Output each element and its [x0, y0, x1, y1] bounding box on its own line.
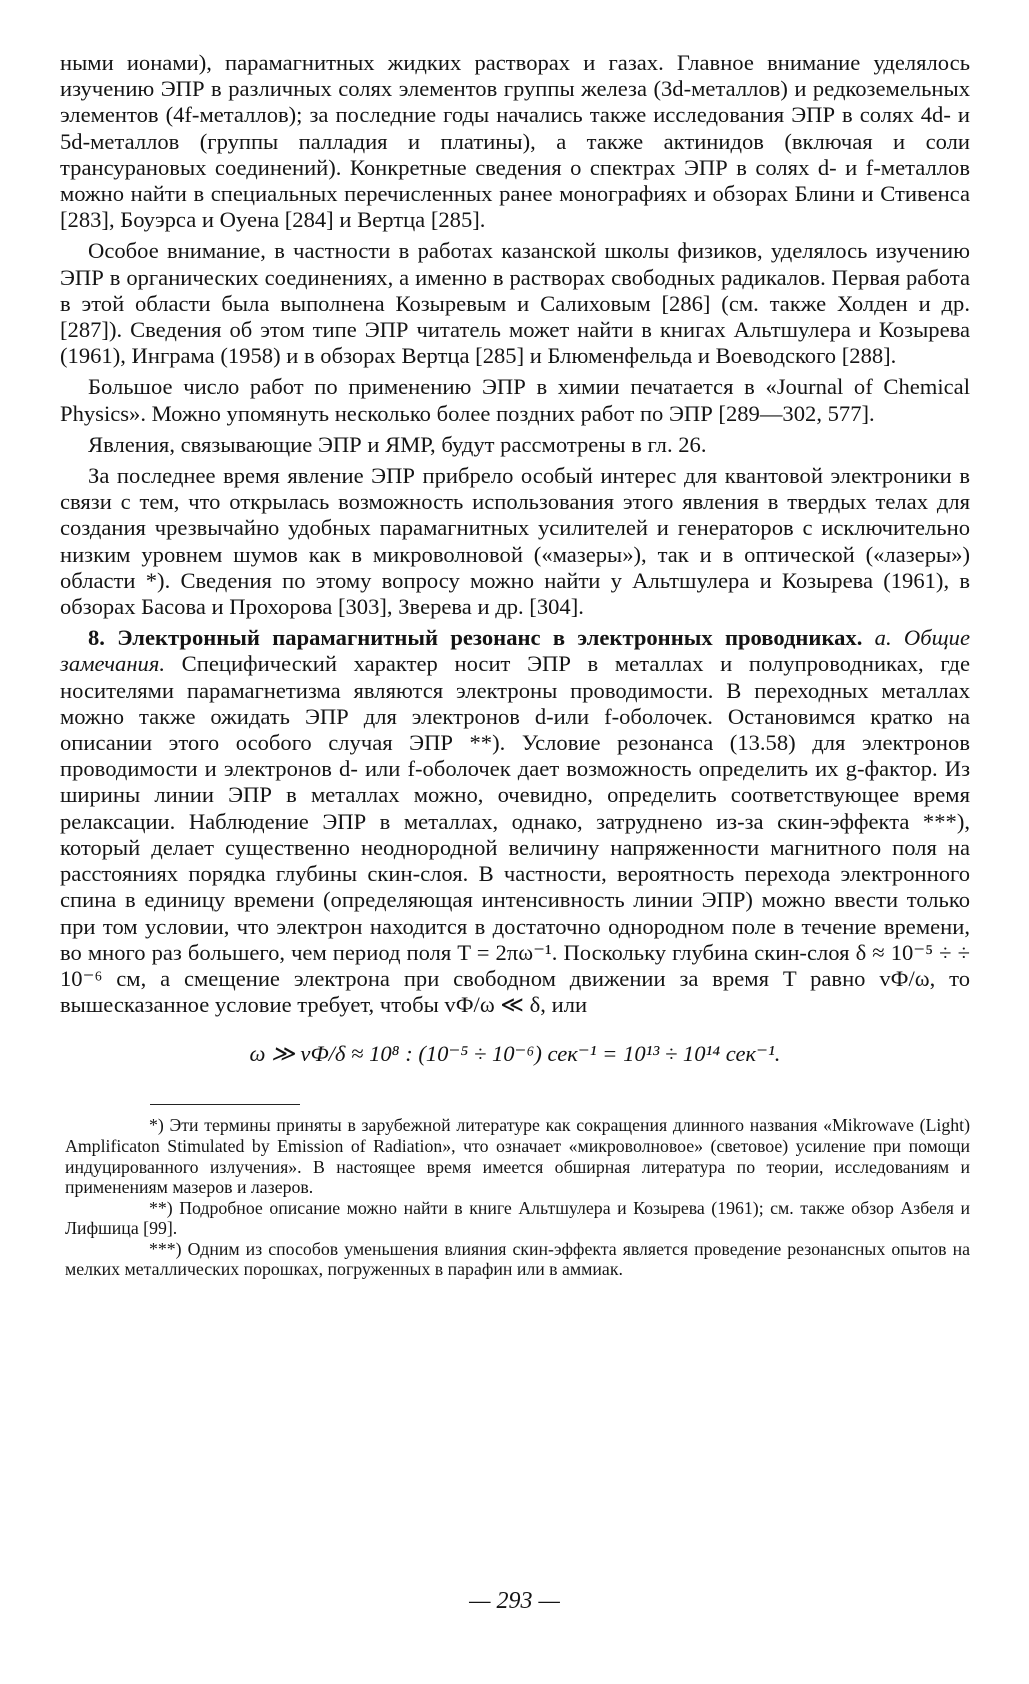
- paragraph-5: За последнее время явление ЭПР прибрело особый интерес для квантовой электроники в связи с тем, что открылась возможность использования этого явления в твердых телах для создания чрезвычайно удобных парамагнитных усилителей и генераторов с исключительно низким уровнем шумов как в микроволновой («мазеры»), так и в оптической («лазеры») области *). Сведения по этому вопросу можно найти у Альтшулера и Козырева (1961), в обзорах Басова и Прохорова [303], Зверева и др. [304].: [60, 463, 970, 620]
- paragraph-3: Большое число работ по применению ЭПР в химии печатается в «Journal of Chemical Physics». Можно упомянуть несколько более поздних работ по ЭПР [289—302, 577].: [60, 374, 970, 426]
- paragraph-1: ными ионами), парамагнитных жидких растворах и газах. Главное внимание уделялось изучению ЭПР в различных солях элементов группы железа (3d-металлов) и редкоземельных элементов (4f-металлов); за последние годы начались также исследования ЭПР в солях 4d- и 5d-металлов (группы палладия и платины), а также актинидов (включая и соли трансурановых соединений). Конкретные сведения о спектрах ЭПР в солях d- и f-металлов можно найти в специальных перечисленных ранее монографиях и обзорах Блини и Стивенса [283], Боуэрса и Оуена [284] и Вертца [285].: [60, 50, 970, 233]
- page: [60, 50, 970, 1680]
- equation: ω ≫ vФ/δ ≈ 10⁸ : (10⁻⁵ ÷ 10⁻⁶) сек⁻¹ = 10¹³ ÷ 10¹⁴ сек⁻¹.: [249, 1041, 781, 1067]
- footnote-2: **) Подробное описание можно найти в книге Альтшулера и Козырева (1961); см. также обзор Азбеля и Лифшица [99].: [65, 1197, 970, 1239]
- section-8-subheading: а. Общие замечания.: [60, 625, 970, 677]
- paragraph-2: Особое внимание, в частности в работах казанской школы физиков, уделялось изучению ЭПР в органических соединениях, а именно в растворах свободных радикалов. Первая работа в этой области была выполнена Козыревым и Салиховым [286] (см. также Холден и др. [287]). Сведения об этом типе ЭПР читатель может найти в книгах Альтшулера и Козырева (1961), Инграма (1958) и в обзорах Вертца [285] и Блюменфельда и Воеводского [288].: [60, 238, 970, 369]
- footnotes: [65, 1115, 970, 1280]
- section-8-text: Специфический характер носит ЭПР в металлах и полупроводниках, где носителями парамагнетизма являются электроны проводимости. В переходных металлах можно также ожидать ЭПР для электронов d-или f-оболочек. Остановимся кратко на описании этого особого случая ЭПР **). Условие резонанса (13.58) для электронов проводимости и электронов d- или f-оболочек дает возможность определить их g-фактор. Из ширины линии ЭПР в металлах можно, очевидно, определить соответствующее время релаксации. Наблюдение ЭПР в металлах, однако, затруднено из-за скин-эффекта ***), который делает существенно неоднородной величину напряженности магнитного поля на расстояниях порядка глубины скин-слоя. В частности, вероятность перехода электронного спина в единицу времени (определяющая интенсивность линии ЭПР) можно ввести только при том условии, что электрон находится в достаточно однородном поле в течение времени, во много раз большего, чем период поля T = 2πω⁻¹. Поскольку глубина скин-слоя δ ≈ 10⁻⁵ ÷ ÷ 10⁻⁶ см, а смещение электрона при свободном движении за время T равно vФ/ω, то вышесказанное условие требует, чтобы vФ/ω ≪ δ, или: [60, 651, 970, 1018]
- paragraph-4: Явления, связывающие ЭПР и ЯМР, будут рассмотрены в гл. 26.: [88, 431, 707, 457]
- footnote-rule: [150, 1104, 300, 1105]
- section-8: [60, 625, 970, 1018]
- section-8-heading: 8. Электронный парамагнитный резонанс в электронных проводниках.: [88, 625, 863, 651]
- page-number: — 293 —: [469, 1588, 560, 1614]
- footnote-3: ***) Одним из способов уменьшения влияния скин-эффекта является проведение резонансных опытов на мелких металлических порошках, погруженных в парафин или в аммиак.: [65, 1238, 970, 1280]
- footnote-1: *) Эти термины приняты в зарубежной литературе как сокращения длинного названия «Mikrowave (Light) Amplificaton Stimulated by Emission of Radiation», что означает «микроволновое» (световое) усиление при помощи индуцированного излучения». В настоящее время имеется обширная литература по теории, исследованиям и применениям мазеров и лазеров.: [65, 1115, 970, 1198]
